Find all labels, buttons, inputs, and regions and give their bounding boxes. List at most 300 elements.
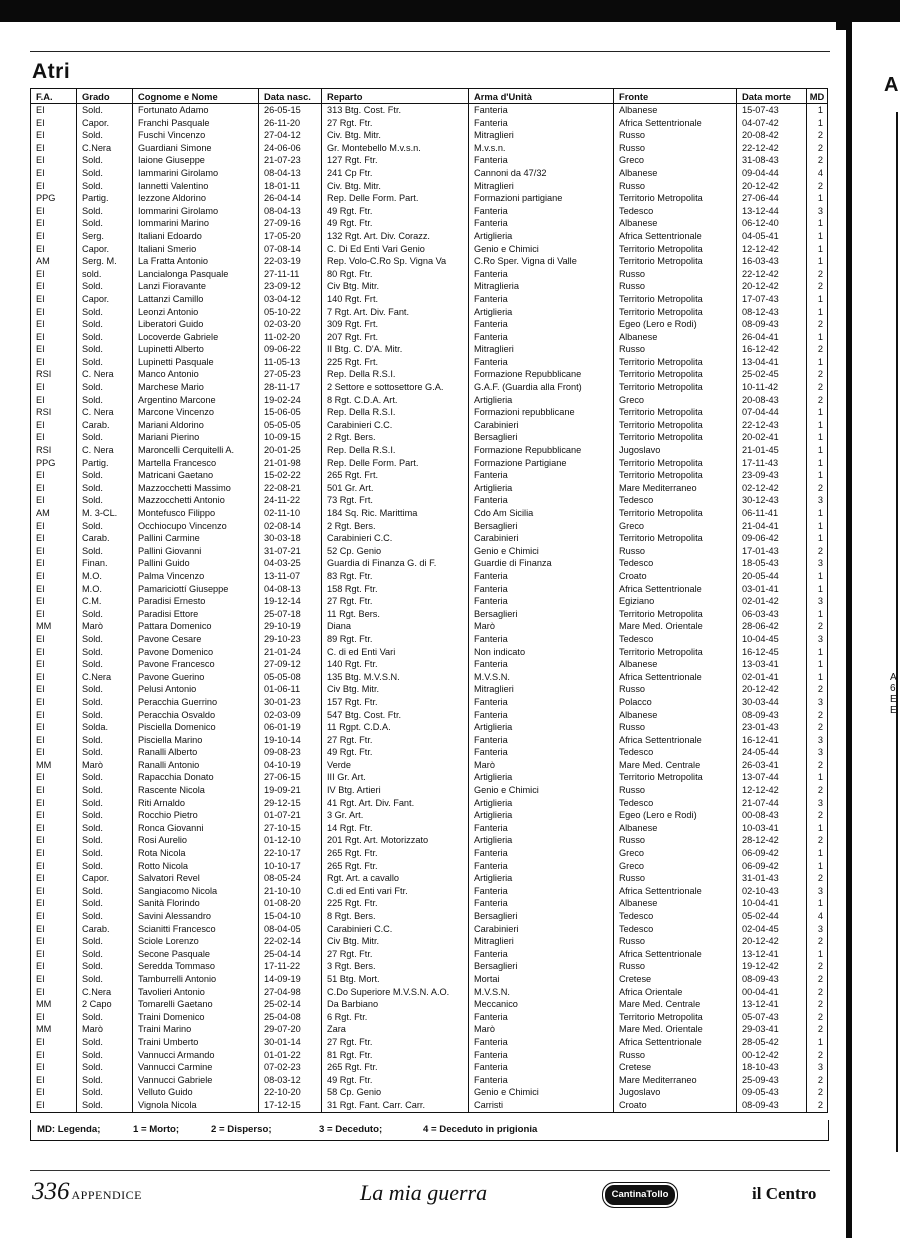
cell-reparto: 27 Rgt. Ftr. [322,1036,469,1049]
cell-data-nasc: 22-03-19 [259,255,322,268]
cell-reparto: 140 Rgt. Ftr. [322,658,469,671]
cell-fa: EI [31,683,77,696]
cell-fronte: Territorio Metropolita [614,192,737,205]
table-row [31,746,828,759]
cell-md: 1 [807,243,828,256]
cell-arma: Fanteria [469,331,614,344]
table-row [31,797,828,810]
cell-nome: Traini Domenico [133,1011,259,1024]
cell-arma: Fanteria [469,696,614,709]
publication-title: La mia guerra [360,1180,488,1205]
cell-fa: PPG [31,192,77,205]
cell-fronte: Egiziano [614,595,737,608]
cell-fronte: Egeo (Lero e Rodi) [614,809,737,822]
cell-reparto: 73 Rgt. Frt. [322,494,469,507]
cell-data-nasc: 23-09-12 [259,280,322,293]
cell-data-morte: 10-11-42 [737,381,807,394]
cell-nome: Leonzi Antonio [133,306,259,319]
cell-nome: Manco Antonio [133,368,259,381]
scan-top-border [0,0,900,22]
cell-fronte: Greco [614,860,737,873]
cell-fronte: Russo [614,683,737,696]
cell-nome: Traini Marino [133,1023,259,1036]
cell-reparto: Zara [322,1023,469,1036]
cell-grado: Sold. [77,343,133,356]
cell-reparto: IV Btg. Artieri [322,784,469,797]
cell-grado: Solda. [77,721,133,734]
cell-reparto: Rgt. Art. a cavallo [322,872,469,885]
cell-fronte: Africa Settentrionale [614,230,737,243]
legend-box [30,1120,829,1141]
cell-arma: Fanteria [469,897,614,910]
cell-nome: Pavone Guerino [133,671,259,684]
cell-grado: Sold. [77,545,133,558]
cell-fronte: Africa Settentrionale [614,948,737,961]
cell-grado: Sold. [77,217,133,230]
cell-reparto: 8 Rgt. C.D.A. Art. [322,394,469,407]
sponsor-logo: CantinaTollo [602,1182,678,1208]
legend-item-morto: 1 = Morto; [133,1124,180,1135]
cell-reparto: Diana [322,620,469,633]
cell-data-morte: 20-12-42 [737,280,807,293]
cell-fronte: Russo [614,280,737,293]
table-row [31,1036,828,1049]
column-header-arma: Arma d'Unità [469,89,614,104]
cell-reparto: 49 Rgt. Ftr. [322,205,469,218]
cell-grado: M.O. [77,583,133,596]
cell-arma: Formazione Repubblicane [469,368,614,381]
cell-fronte: Territorio Metropolita [614,469,737,482]
cell-fa: EI [31,1074,77,1087]
cell-arma: Carabinieri [469,419,614,432]
cell-fa: EI [31,1036,77,1049]
cell-nome: Pavone Cesare [133,633,259,646]
cell-md: 2 [807,721,828,734]
cell-md: 1 [807,293,828,306]
cell-grado: Sold. [77,897,133,910]
cell-nome: Mazzocchetti Antonio [133,494,259,507]
cell-md: 3 [807,633,828,646]
cell-nome: Pattara Domenico [133,620,259,633]
table-row [31,998,828,1011]
cell-data-morte: 09-05-43 [737,1086,807,1099]
cell-md: 1 [807,507,828,520]
cell-arma: Fanteria [469,948,614,961]
cell-fronte: Tedesco [614,923,737,936]
cell-data-morte: 25-02-45 [737,368,807,381]
cell-data-nasc: 28-11-17 [259,381,322,394]
cell-grado: Sold. [77,280,133,293]
cell-fronte: Territorio Metropolita [614,532,737,545]
cell-fa: EI [31,318,77,331]
cell-nome: Rotto Nicola [133,860,259,873]
cell-grado: Sold. [77,960,133,973]
cell-fronte: Russo [614,343,737,356]
cell-reparto: 51 Btg. Mort. [322,973,469,986]
cell-arma: Fanteria [469,104,614,117]
cell-fa: RSI [31,406,77,419]
cell-fronte: Territorio Metropolita [614,431,737,444]
cell-nome: Pavone Domenico [133,646,259,659]
cell-md: 3 [807,885,828,898]
table-row [31,1023,828,1036]
cell-md: 2 [807,759,828,772]
cell-fronte: Albanese [614,658,737,671]
cell-data-nasc: 19-12-14 [259,595,322,608]
cell-md: 2 [807,935,828,948]
cell-fa: MM [31,759,77,772]
table-row [31,960,828,973]
cell-grado: C.Nera [77,142,133,155]
cell-data-morte: 12-12-42 [737,243,807,256]
cell-data-nasc: 13-11-07 [259,570,322,583]
cell-grado: Sold. [77,331,133,344]
table-row [31,771,828,784]
cell-arma: Fanteria [469,822,614,835]
cell-data-morte: 29-03-41 [737,1023,807,1036]
cell-data-morte: 13-12-44 [737,205,807,218]
cell-md: 1 [807,860,828,873]
cell-data-nasc: 18-01-11 [259,180,322,193]
cell-grado: Finan. [77,557,133,570]
cell-fa: EI [31,293,77,306]
cell-reparto: 501 Gr. Art. [322,482,469,495]
cell-fronte: Albanese [614,331,737,344]
cell-data-nasc: 11-02-20 [259,331,322,344]
cell-data-nasc: 02-03-09 [259,709,322,722]
cell-reparto: Carabinieri C.C. [322,923,469,936]
cell-grado: Sold. [77,658,133,671]
table-row [31,860,828,873]
cell-reparto: 2 Rgt. Bers. [322,431,469,444]
cell-md: 1 [807,255,828,268]
cell-data-nasc: 27-06-15 [259,771,322,784]
cell-md: 2 [807,986,828,999]
cell-fa: EI [31,243,77,256]
cell-data-nasc: 04-03-25 [259,557,322,570]
cell-md: 2 [807,834,828,847]
cell-md: 1 [807,469,828,482]
cell-data-morte: 06-12-40 [737,217,807,230]
cell-fronte: Greco [614,847,737,860]
cell-md: 1 [807,532,828,545]
cell-fronte: Territorio Metropolita [614,771,737,784]
cell-data-nasc: 25-04-14 [259,948,322,961]
cell-reparto: 157 Rgt. Ftr. [322,696,469,709]
cell-arma: M.V.S.N. [469,986,614,999]
cell-reparto: 11 Rgt. Bers. [322,608,469,621]
cell-data-morte: 28-06-42 [737,620,807,633]
cell-nome: Pallini Guido [133,557,259,570]
table-row [31,280,828,293]
cell-data-nasc: 09-06-22 [259,343,322,356]
cell-reparto: 31 Rgt. Fant. Carr. Carr. [322,1099,469,1112]
cell-arma: Fanteria [469,356,614,369]
cell-fa: EI [31,205,77,218]
cell-nome: Matricani Gaetano [133,469,259,482]
cell-grado: Sold. [77,847,133,860]
cell-data-morte: 18-05-43 [737,557,807,570]
table-row [31,847,828,860]
cell-nome: Traini Umberto [133,1036,259,1049]
cell-fronte: Croato [614,1099,737,1112]
cell-nome: Mariani Pierino [133,431,259,444]
table-row [31,923,828,936]
cell-nome: Scianitti Francesco [133,923,259,936]
cell-nome: Sanità Florindo [133,897,259,910]
cell-nome: Mariani Aldorino [133,419,259,432]
cell-reparto: Carabinieri C.C. [322,532,469,545]
cell-md: 1 [807,771,828,784]
cell-fa: EI [31,860,77,873]
cell-data-morte: 07-04-44 [737,406,807,419]
cell-data-nasc: 27-11-11 [259,268,322,281]
cell-data-nasc: 17-11-22 [259,960,322,973]
cell-arma: Meccanico [469,998,614,1011]
cell-data-morte: 18-10-43 [737,1061,807,1074]
cell-md: 1 [807,822,828,835]
cell-md: 1 [807,608,828,621]
cell-grado: C. Nera [77,444,133,457]
cell-reparto: 184 Sq. Ric. Marittima [322,507,469,520]
cell-reparto: 265 Rgt. Frt. [322,469,469,482]
cell-nome: Lupinetti Pasquale [133,356,259,369]
table-row [31,142,828,155]
cell-grado: Sold. [77,797,133,810]
cell-data-morte: 02-04-45 [737,923,807,936]
table-row [31,230,828,243]
cell-nome: Fortunato Adamo [133,104,259,117]
cell-grado: Sold. [77,834,133,847]
cell-md: 4 [807,910,828,923]
cell-fa: EI [31,671,77,684]
cell-fa: EI [31,419,77,432]
cell-md: 1 [807,356,828,369]
adjacent-page-rule [896,112,898,1152]
table-row [31,343,828,356]
table-row [31,507,828,520]
table-row [31,356,828,369]
cell-fronte: Greco [614,520,737,533]
cell-grado: 2 Capo [77,998,133,1011]
cell-arma: Marò [469,620,614,633]
cell-fa: EI [31,356,77,369]
cell-fronte: Albanese [614,104,737,117]
cell-reparto: Rep. Volo-C.Ro Sp. Vigna Va [322,255,469,268]
cell-nome: Iaione Giuseppe [133,154,259,167]
cell-arma: Fanteria [469,583,614,596]
cell-md: 2 [807,142,828,155]
cell-data-morte: 13-12-41 [737,998,807,1011]
cell-nome: Ronca Giovanni [133,822,259,835]
cell-data-morte: 27-06-44 [737,192,807,205]
cell-fronte: Tedesco [614,633,737,646]
cell-data-nasc: 01-06-11 [259,683,322,696]
cell-fa: EI [31,797,77,810]
cell-arma: Artiglieria [469,872,614,885]
cell-reparto: Civ. Btg. Mitr. [322,180,469,193]
cell-reparto: 27 Rgt. Ftr. [322,734,469,747]
cell-data-nasc: 15-04-10 [259,910,322,923]
legend-item-disperso: 2 = Disperso; [211,1124,272,1135]
cell-fronte: Tedesco [614,746,737,759]
table-row [31,268,828,281]
cell-reparto: 49 Rgt. Ftr. [322,217,469,230]
cell-reparto: Rep. Della R.S.I. [322,444,469,457]
cell-reparto: II Btg. C. D'A. Mitr. [322,343,469,356]
table-row [31,935,828,948]
cell-grado: Sold. [77,885,133,898]
table-row [31,368,828,381]
cell-data-morte: 10-03-41 [737,822,807,835]
cell-fronte: Albanese [614,897,737,910]
cell-data-morte: 20-12-42 [737,935,807,948]
cell-nome: Guardiani Simone [133,142,259,155]
cell-grado: C.Nera [77,986,133,999]
table-row [31,734,828,747]
cell-nome: Ranalli Antonio [133,759,259,772]
cell-nome: Tamburrelli Antonio [133,973,259,986]
cell-fa: EI [31,520,77,533]
cell-reparto: 265 Rgt. Ftr. [322,860,469,873]
cell-data-morte: 21-04-41 [737,520,807,533]
cell-md: 1 [807,948,828,961]
cell-fronte: Russo [614,1049,737,1062]
cell-data-nasc: 11-05-13 [259,356,322,369]
cell-nome: Salvatori Revel [133,872,259,885]
cell-fa: EI [31,180,77,193]
cell-fa: EI [31,923,77,936]
cell-fronte: Tedesco [614,797,737,810]
cell-fa: EI [31,721,77,734]
cell-reparto: C.di ed Enti vari Ftr. [322,885,469,898]
cell-data-morte: 22-12-43 [737,419,807,432]
cell-arma: Fanteria [469,1061,614,1074]
cell-nome: Iannetti Valentino [133,180,259,193]
cell-arma: Fanteria [469,595,614,608]
table-row [31,608,828,621]
cell-grado: Sold. [77,104,133,117]
cell-data-nasc: 15-02-22 [259,469,322,482]
cell-grado: Sold. [77,482,133,495]
cell-nome: Martella Francesco [133,457,259,470]
cell-reparto: Rep. Della R.S.I. [322,406,469,419]
cell-arma: M.v.s.n. [469,142,614,155]
cell-fa: EI [31,910,77,923]
cell-data-nasc: 07-08-14 [259,243,322,256]
cell-data-nasc: 24-11-22 [259,494,322,507]
cell-grado: Carab. [77,419,133,432]
cell-data-nasc: 26-04-14 [259,192,322,205]
table-row [31,1061,828,1074]
cell-data-nasc: 24-06-06 [259,142,322,155]
cell-arma: Artiglieria [469,834,614,847]
cell-data-morte: 20-08-43 [737,394,807,407]
cell-fronte: Jugoslavo [614,1086,737,1099]
cell-reparto: 127 Rgt. Ftr. [322,154,469,167]
cell-data-morte: 21-01-45 [737,444,807,457]
cell-fronte: Tedesco [614,205,737,218]
cell-nome: Velluto Guido [133,1086,259,1099]
cell-data-nasc: 19-09-21 [259,784,322,797]
cell-grado: Sold. [77,683,133,696]
cell-grado: Sold. [77,129,133,142]
cell-data-morte: 13-03-41 [737,658,807,671]
cell-reparto: 265 Rgt. Ftr. [322,847,469,860]
cell-reparto: 80 Rgt. Ftr. [322,268,469,281]
cell-arma: Mitraglieri [469,180,614,193]
cell-grado: Sold. [77,154,133,167]
cell-arma: Genio e Chimici [469,1086,614,1099]
cell-nome: Riti Arnaldo [133,797,259,810]
cell-fa: EI [31,394,77,407]
table-row [31,520,828,533]
cell-reparto: C. Di Ed Enti Vari Genio [322,243,469,256]
cell-data-morte: 23-09-43 [737,469,807,482]
cell-fronte: Territorio Metropolita [614,368,737,381]
table-row [31,406,828,419]
cell-data-morte: 23-01-43 [737,721,807,734]
cell-grado: Sold. [77,494,133,507]
cell-fronte: Mare Med. Orientale [614,620,737,633]
cell-arma: Fanteria [469,217,614,230]
cell-fronte: Africa Settentrionale [614,117,737,130]
cell-grado: Sold. [77,948,133,961]
cell-fronte: Albanese [614,709,737,722]
cell-reparto: 81 Rgt. Ftr. [322,1049,469,1062]
cell-data-morte: 31-01-43 [737,872,807,885]
cell-md: 3 [807,734,828,747]
cell-fa: EI [31,570,77,583]
table-row [31,318,828,331]
cell-arma: Genio e Chimici [469,243,614,256]
cell-md: 2 [807,1074,828,1087]
cell-arma: Fanteria [469,885,614,898]
table-row [31,104,828,117]
cell-nome: Fuschi Vincenzo [133,129,259,142]
cell-data-nasc: 01-08-20 [259,897,322,910]
cell-fa: EI [31,709,77,722]
table-row [31,1099,828,1112]
table-row [31,205,828,218]
cell-data-morte: 08-09-43 [737,1099,807,1112]
cell-arma: Fanteria [469,117,614,130]
cell-grado: Marò [77,620,133,633]
column-header-fronte: Fronte [614,89,737,104]
title-rule [30,51,830,52]
cell-data-nasc: 29-10-19 [259,620,322,633]
cell-grado: Sold. [77,734,133,747]
cell-grado: Serg. M. [77,255,133,268]
cell-data-nasc: 21-10-10 [259,885,322,898]
table-row [31,444,828,457]
cell-md: 3 [807,1061,828,1074]
cell-fa: EI [31,217,77,230]
cell-data-nasc: 22-08-21 [259,482,322,495]
cell-data-morte: 08-12-43 [737,306,807,319]
cell-grado: Sold. [77,180,133,193]
cell-nome: Marchese Mario [133,381,259,394]
cell-grado: Sold. [77,1011,133,1024]
cell-arma: Artiglieria [469,797,614,810]
cell-nome: Paradisi Ernesto [133,595,259,608]
cell-nome: Peracchia Guerrino [133,696,259,709]
cell-data-morte: 20-12-42 [737,180,807,193]
cell-arma: Bersaglieri [469,910,614,923]
cell-nome: Iommarini Marino [133,217,259,230]
table-body [31,104,828,1113]
cell-data-nasc: 26-11-20 [259,117,322,130]
